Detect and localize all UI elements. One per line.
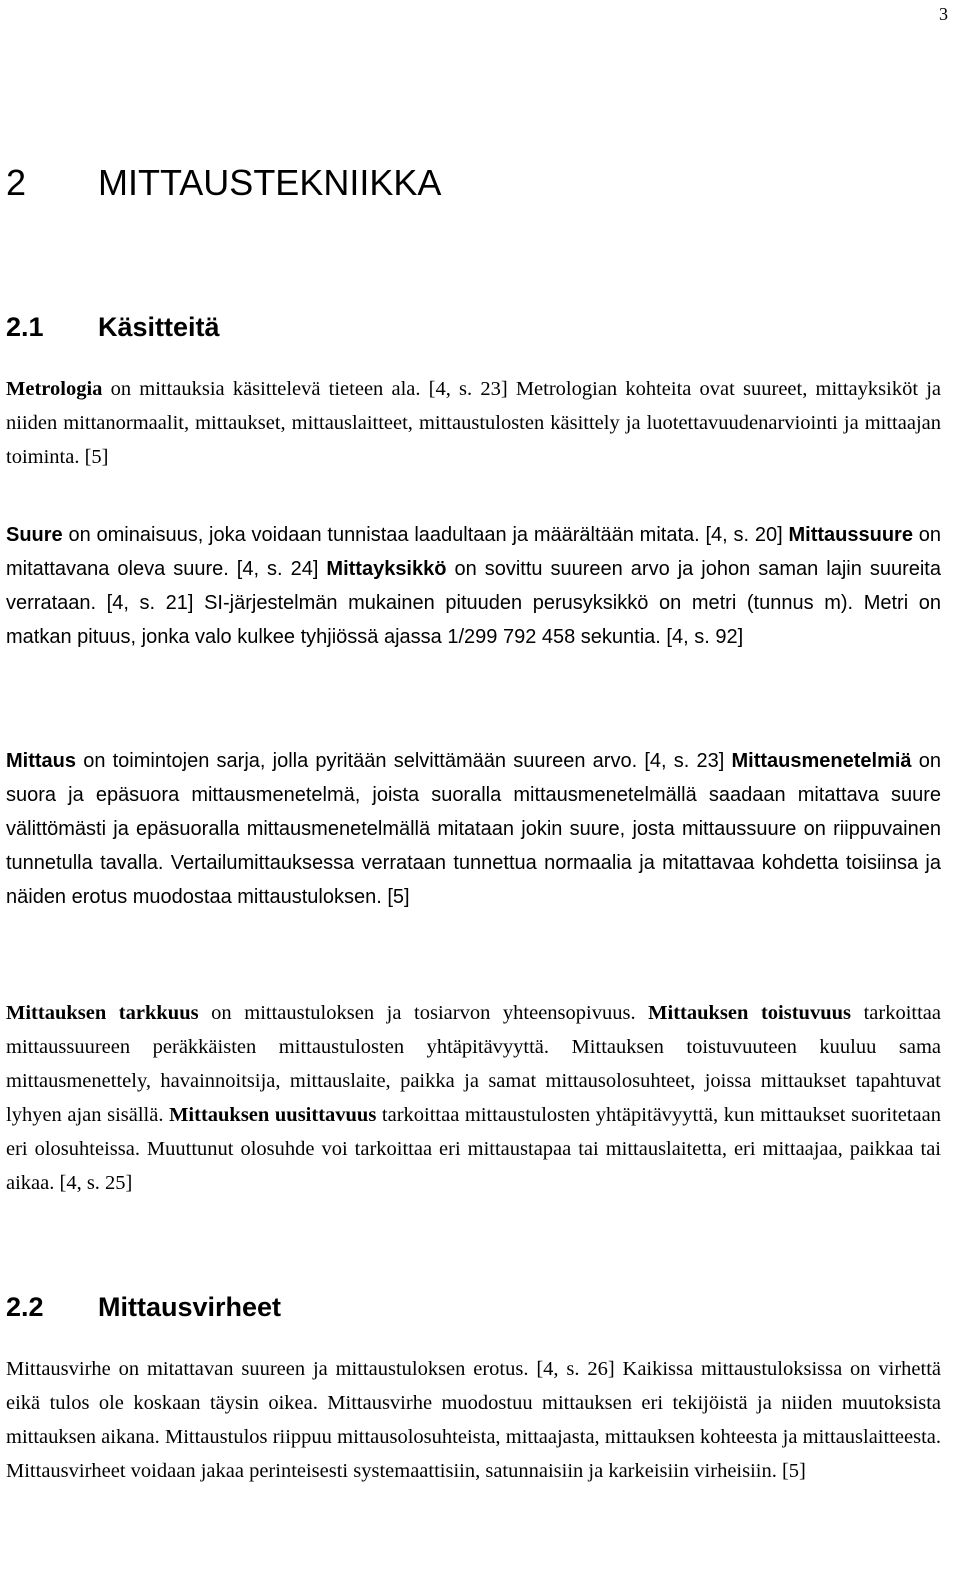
term-tarkkuus: Mittauksen tarkkuus — [6, 1002, 199, 1024]
section-heading-2-1 — [6, 312, 220, 343]
term-suure: Suure — [6, 524, 63, 546]
chapter-number: 2 — [6, 162, 27, 203]
section-title: Mittausvirheet — [98, 1292, 282, 1322]
paragraph-text: on sovittu suureen arvo ja johon saman lajin suureita verrataan. [4, s. 21] SI-järjestelmän mukainen pituuden perusyksikkö on metri (tunnus m). Metri on matkan pituus, jonka valo kulkee tyhjiössä ajassa 1/299 792 458 sekuntia. [4, s. 92] — [6, 558, 941, 648]
paragraph-text: Mittausvirhe on mitattavan suureen ja mittaustuloksen erotus. [4, s. 26] Kaikissa mittaustuloksissa on virhettä eikä tulos ole koskaan täysin oikea. Mittausvirhe muodostuu mittauksen eri tekijöistä ja niiden muutoksista mittauksen aikana. Mittaustulos riippuu mittausolosuhteista, mittaajasta, mittauksen kohteesta ja mittauslaitteesta. Mittausvirheet voidaan jakaa perinteisesti systemaattisiin, satunnaisiin ja karkeisiin virheisiin. [5] — [6, 1358, 941, 1482]
paragraph-mittaus — [6, 744, 941, 914]
paragraph-text: tarkoittaa mittaustulosten yhtäpitävyyttä, kun mittaukset suoritetaan eri olosuhteissa. Muuttunut olosuhde voi tarkoittaa eri mittaustapaa tai mittauslaitetta, eri mittaajaa, paikkaa tai aikaa. [4, s. 25] — [6, 1104, 942, 1194]
paragraph-text: tarkoittaa mittaussuureen peräkkäisten mittaustulosten yhtäpitävyyttä. Mittauksen toistuvuuteen kuuluu sama mittausmenettely, havainnoitsija, mittauslaite, paikka ja samat mittausolosuhteet, joissa mittaukset tapahtuvat lyhyen ajan sisällä. — [6, 1002, 941, 1126]
chapter-title: MITTAUSTEKNIIKKA — [98, 162, 442, 203]
page-number: 3 — [939, 4, 948, 24]
paragraph-text: on mittauksia käsittelevä tieteen ala. [4, s. 23] Metrologian kohteita ovat suureet, mittayksiköt ja niiden mittanormaalit, mittaukset, mittauslaitteet, mittaustulosten käsittely ja luotettavuudenarviointi ja mittaajan toiminta. [5] — [6, 378, 941, 468]
term-uusittavuus: Mittauksen uusittavuus — [169, 1104, 377, 1126]
chapter-heading — [6, 162, 441, 204]
paragraph-suure — [6, 518, 941, 654]
term-mittaussuure: Mittaussuure — [788, 524, 913, 546]
paragraph-metrologia — [6, 372, 941, 474]
section-number: 2.2 — [6, 1292, 44, 1322]
term-mittausmenetelmia: Mittausmenetelmiä — [731, 750, 912, 772]
paragraph-text: on ominaisuus, joka voidaan tunnistaa laadultaan ja määrältään mitata. [4, s. 20] — [62, 524, 789, 546]
term-metrologia: Metrologia — [6, 378, 103, 400]
paragraph-text: on mittaustuloksen ja tosiarvon yhteensopivuus. — [198, 1002, 649, 1024]
paragraph-text: on toimintojen sarja, jolla pyritään selvittämään suureen arvo. [4, s. 23] — [76, 750, 732, 772]
section-number: 2.1 — [6, 312, 44, 342]
paragraph-tarkkuus — [6, 996, 941, 1200]
section-title: Käsitteitä — [98, 312, 220, 342]
paragraph-text: on suora ja epäsuora mittausmenetelmä, joista suoralla mittausmenetelmällä saadaan mitattava suure välittömästi ja epäsuoralla mittausmenetelmällä mitataan jokin suure, josta mittaussuure on riippuvainen tunnetulla tavalla. Vertailumittauksessa verrataan tunnettua normaalia ja mitattavaa kohdetta toisiinsa ja näiden erotus muodostaa mittaustuloksen. [5] — [6, 750, 941, 908]
paragraph-text: on mitattavana oleva suure. [4, s. 24] — [6, 524, 941, 580]
paragraph-mittausvirhe — [6, 1352, 941, 1488]
section-heading-2-2 — [6, 1292, 281, 1323]
term-mittayksikko: Mittayksikkö — [326, 558, 447, 580]
term-toistuvuus: Mittauksen toistuvuus — [648, 1002, 851, 1024]
term-mittaus: Mittaus — [6, 750, 76, 772]
